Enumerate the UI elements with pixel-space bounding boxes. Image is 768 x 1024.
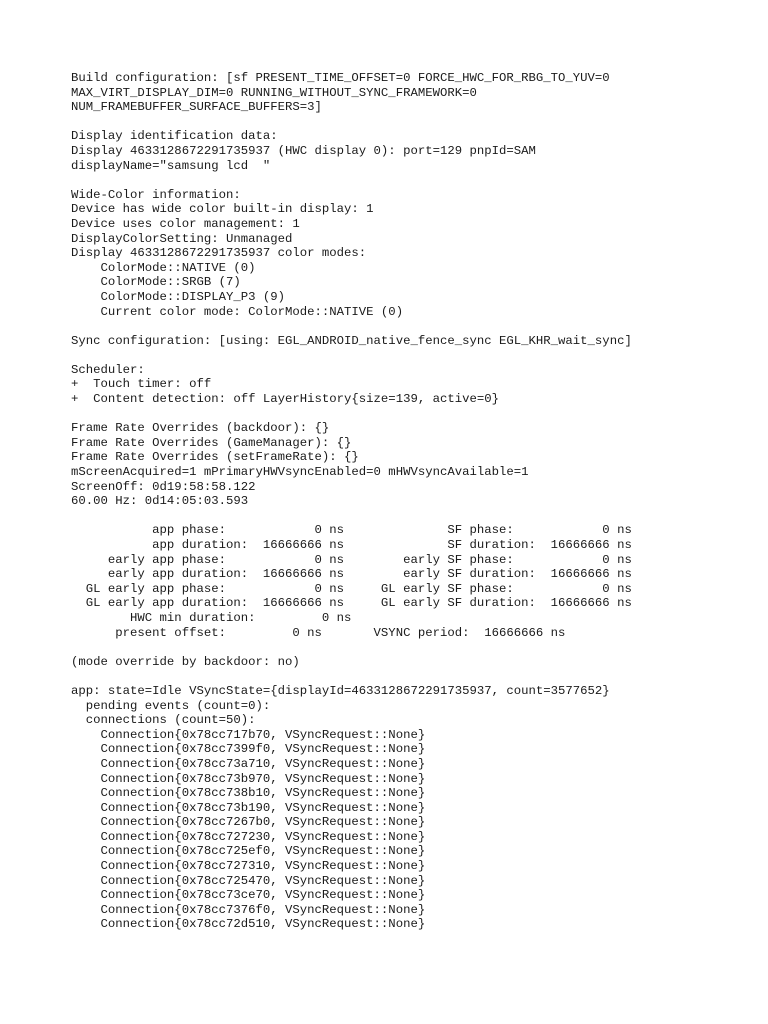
text-line: Connection{0x78cc7267b0, VSyncRequest::None}: [71, 815, 426, 830]
text-line: ColorMode::DISPLAY_P3 (9): [71, 289, 286, 304]
text-line: Connection{0x78cc7399f0, VSyncRequest::None}: [71, 742, 426, 757]
text-line: connections (count=50):: [71, 713, 256, 728]
text-line: app: state=Idle VSyncState={displayId=4633128672291735937, count=3577652}: [71, 683, 610, 698]
blank-line: [71, 173, 632, 188]
text-line: (mode override by backdoor: no): [71, 654, 300, 669]
text-line: Connection{0x78cc73b190, VSyncRequest::None}: [71, 800, 426, 815]
text-line: Display 4633128672291735937 (HWC display 0): port=129 pnpId=SAM: [71, 143, 536, 158]
blank-line: [71, 640, 632, 655]
text-line: Connection{0x78cc73b970, VSyncRequest::None}: [71, 771, 426, 786]
text-line: Display 4633128672291735937 color modes:: [71, 246, 367, 261]
text-line: ColorMode::NATIVE (0): [71, 260, 256, 275]
text-line: Connection{0x78cc72d510, VSyncRequest::None}: [71, 917, 426, 932]
blank-line: [71, 115, 632, 130]
text-line: Device uses color management: 1: [71, 216, 300, 231]
text-line: Scheduler:: [71, 362, 145, 377]
text-line: Connection{0x78cc725ef0, VSyncRequest::None}: [71, 844, 426, 859]
text-line: Frame Rate Overrides (backdoor): {}: [71, 421, 330, 436]
text-line: Connection{0x78cc738b10, VSyncRequest::None}: [71, 786, 426, 801]
text-line: Current color mode: ColorMode::NATIVE (0): [71, 304, 404, 319]
text-line: Connection{0x78cc727310, VSyncRequest::None}: [71, 859, 426, 874]
text-line: Frame Rate Overrides (GameManager): {}: [71, 435, 352, 450]
text-line: Connection{0x78cc725470, VSyncRequest::None}: [71, 873, 426, 888]
text-line: Connection{0x78cc727230, VSyncRequest::None}: [71, 829, 426, 844]
text-line: app duration: 16666666 ns SF duration: 16666666 ns: [71, 538, 632, 552]
text-line: mScreenAcquired=1 mPrimaryHWVsyncEnabled=0 mHWVsyncAvailable=1: [71, 465, 529, 480]
text-line: MAX_VIRT_DISPLAY_DIM=0 RUNNING_WITHOUT_SYNC_FRAMEWORK=0: [71, 85, 477, 100]
text-line: HWC min duration: 0 ns: [71, 610, 352, 625]
text-line: Device has wide color built-in display: 1: [71, 202, 374, 217]
blank-line: [71, 319, 632, 334]
dumpsys-text-output: [71, 71, 632, 932]
text-line: Display identification data:: [71, 129, 278, 144]
text-line: + Content detection: off LayerHistory{size=139, active=0}: [71, 392, 500, 407]
text-line: GL early app phase: 0 ns GL early SF phase: 0 ns: [71, 581, 632, 596]
text-line: ColorMode::SRGB (7): [71, 275, 241, 290]
text-line: Connection{0x78cc717b70, VSyncRequest::None}: [71, 727, 426, 742]
blank-line: [71, 348, 632, 363]
text-line: app phase: 0 ns SF phase: 0 ns: [71, 523, 632, 538]
text-line: early app duration: 16666666 ns early SF duration: 16666666 ns: [71, 567, 632, 582]
blank-line: [71, 669, 632, 684]
text-line: Sync configuration: [using: EGL_ANDROID_native_fence_sync EGL_KHR_wait_sync]: [71, 333, 632, 348]
text-line: + Touch timer: off: [71, 377, 212, 392]
text-line: GL early app duration: 16666666 ns GL early SF duration: 16666666 ns: [71, 596, 632, 611]
text-line: pending events (count=0):: [71, 698, 271, 713]
text-line: Connection{0x78cc73a710, VSyncRequest::None}: [71, 756, 426, 771]
text-line: Frame Rate Overrides (setFrameRate): {}: [71, 450, 359, 465]
blank-line: [71, 509, 632, 524]
text-line: Build configuration: [sf PRESENT_TIME_OFFSET=0 FORCE_HWC_FOR_RBG_TO_YUV=0: [71, 71, 610, 85]
text-line: displayName="samsung lcd ": [71, 158, 271, 173]
text-line: present offset: 0 ns VSYNC period: 16666666 ns: [71, 625, 566, 640]
text-line: Connection{0x78cc73ce70, VSyncRequest::None}: [71, 888, 426, 903]
text-line: Wide-Color information:: [71, 187, 241, 202]
text-line: ScreenOff: 0d19:58:58.122: [71, 479, 256, 494]
blank-line: [71, 407, 632, 422]
text-line: NUM_FRAMEBUFFER_SURFACE_BUFFERS=3]: [71, 100, 322, 115]
text-line: Connection{0x78cc7376f0, VSyncRequest::None}: [71, 902, 426, 917]
text-line: DisplayColorSetting: Unmanaged: [71, 231, 293, 246]
text-line: 60.00 Hz: 0d14:05:03.593: [71, 494, 249, 509]
text-line: early app phase: 0 ns early SF phase: 0 ns: [71, 552, 632, 567]
